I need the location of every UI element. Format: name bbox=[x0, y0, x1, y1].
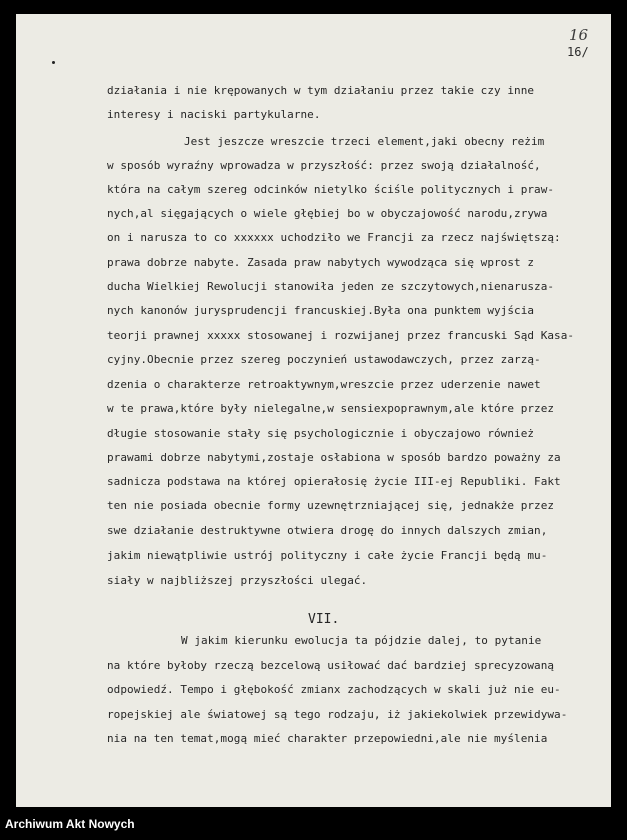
document-page bbox=[16, 14, 611, 807]
text-line: interesy i naciski partykularne. bbox=[107, 108, 321, 121]
text-line: ten nie posiada obecnie formy uzewnętrzniającej się, jednakże przez bbox=[107, 499, 555, 512]
text-line: sadnicza podstawa na której opierałosię życie III-ej Republiki. Fakt bbox=[107, 475, 561, 488]
text-line: W jakim kierunku ewolucja ta pójdzie dalej, to pytanie bbox=[181, 634, 542, 647]
typed-page-number: 16/ bbox=[567, 45, 589, 59]
text-line: odpowiedź. Tempo i głębokość zmianx zachodzących w skali już nie eu- bbox=[107, 683, 561, 696]
text-line: swe działanie destruktywne otwiera drogę do innych dalszych zmian, bbox=[107, 524, 548, 537]
text-line: ropejskiej ale światowej są tego rodzaju, iż jakiekolwiek przewidywa- bbox=[107, 708, 568, 721]
text-line: działania i nie krępowanych w tym działaniu przez takie czy inne bbox=[107, 84, 535, 97]
margin-mark bbox=[52, 61, 55, 64]
text-line: w sposób wyraźny wprowadza w przyszłość: przez swoją działalność, bbox=[107, 159, 541, 172]
archive-label: Archiwum Akt Nowych bbox=[5, 817, 135, 831]
handwritten-page-number: 16 bbox=[569, 26, 589, 44]
text-line: dzenia o charakterze retroaktywnym,wreszcie przez uderzenie nawet bbox=[107, 378, 541, 391]
text-line: prawa dobrze nabyte. Zasada praw nabytych wywodząca się wprost z bbox=[107, 256, 535, 269]
text-line: na które byłoby rzeczą bezcelową usiłować dać bardziej sprecyzowaną bbox=[107, 659, 555, 672]
text-line: Jest jeszcze wreszcie trzeci element,jaki obecny reżim bbox=[184, 135, 545, 148]
text-line: on i narusza to co xxxxxx uchodziło we Francji za rzecz najświętszą: bbox=[107, 231, 561, 244]
text-line: długie stosowanie stały się psychologicznie i obyczajowo również bbox=[107, 427, 535, 440]
text-line: teorji prawnej xxxxx stosowanej i rozwijanej przez francuski Sąd Kasa- bbox=[107, 329, 575, 342]
text-line: nych,al sięgających o wiele głębiej bo w obyczajowość narodu,zrywa bbox=[107, 207, 548, 220]
text-line: jakim niewątpliwie ustrój polityczny i całe życie Francji będą mu- bbox=[107, 549, 548, 562]
text-line: nych kanonów jurysprudencji francuskiej.Była ona punktem wyjścia bbox=[107, 304, 535, 317]
text-line: która na całym szereg odcinków nietylko ściśle politycznych i praw- bbox=[107, 183, 555, 196]
text-line: siały w najbliższej przyszłości ulegać. bbox=[107, 574, 368, 587]
text-line: prawami dobrze nabytymi,zostaje osłabiona w sposób bardzo poważny za bbox=[107, 451, 561, 464]
text-line: nia na ten temat,mogą mieć charakter przepowiedni,ale nie myślenia bbox=[107, 732, 548, 745]
text-line: cyjny.Obecnie przez szereg poczynień ustawodawczych, przez zarzą- bbox=[107, 353, 541, 366]
text-line: ducha Wielkiej Rewolucji stanowiła jeden ze szczytowych,nienarusza- bbox=[107, 280, 555, 293]
text-line: w te prawa,które były nielegalne,w sensiexpoprawnym,ale które przez bbox=[107, 402, 555, 415]
section-heading: VII. bbox=[308, 612, 340, 627]
